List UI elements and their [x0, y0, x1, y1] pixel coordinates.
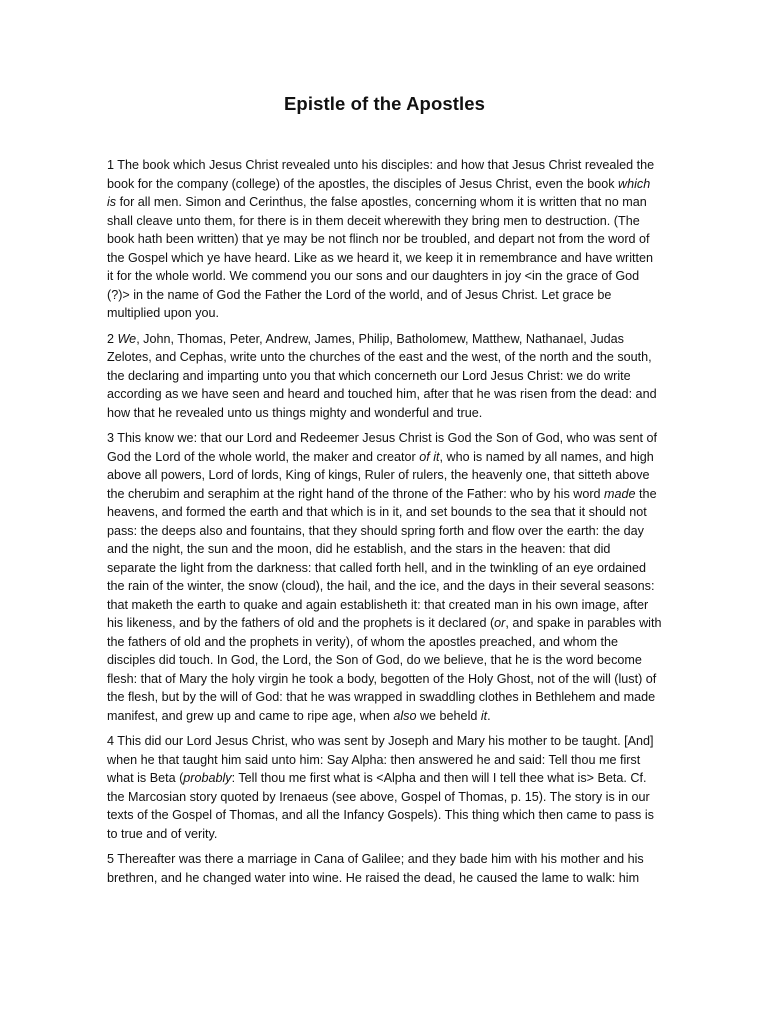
- paragraph: [107, 156, 662, 323]
- italic-text: We: [117, 331, 137, 346]
- italic-text: of it: [419, 449, 440, 464]
- paragraph: [107, 732, 662, 843]
- paragraph: [107, 429, 662, 725]
- text-run: the heavens, and formed the earth and that which is in it, and set bounds to the sea that it should not pass: the deeps also and fountains, that they should spring forth and flow over the earth: the day and the night, the sun and the moon, did he establish, and the stars in the heaven: that did separate the light from the darkness: that called forth hell, and in the twinkling of an eye ordained the rain of the winter, the snow (cloud), the hail, and the ice, and the days in their several seasons: that maketh the earth to quake and again establisheth it: that created man in his own image, after his likeness, and by the fathers of old and the prophets is it declared (: [107, 486, 657, 630]
- text-run: 3 This know we: that our Lord and Redeemer Jesus Christ is God the Son of God, who was sent of God the Lord of the whole world, the maker and creator: [107, 431, 657, 464]
- paragraph: [107, 330, 662, 423]
- text-run: , who is named by all names, and high above all powers, Lord of lords, King of kings, Ruler of rulers, the heavenly one, that sitteth above the cherubim and seraphim at the right hand of the throne of the Father: who by his word: [107, 449, 654, 501]
- text-run: 4 This did our Lord Jesus Christ, who was sent by Joseph and Mary his mother to be taught. [And] when he that taught him said unto him: Say Alpha: then answered he and said: Tell thou me first what is Beta (: [107, 734, 654, 785]
- document-title: Epistle of the Apostles: [283, 93, 486, 114]
- text-run: 5 Thereafter was there a marriage in Cana of Galilee; and they bade him with his mother and his brethren, and he changed water into wine. He raised the dead, he caused the lame to walk: him: [107, 852, 644, 885]
- italic-text: also: [393, 708, 417, 723]
- text-run: , John, Thomas, Peter, Andrew, James, Philip, Batholomew, Matthew, Nathanael, Judas Zelotes, and Cephas, write unto the churches of the east and the west, of the north and the south, the declaring and imparting unto you that which concerneth our Lord Jesus Christ: we do write according as we have seen and heard and touched him, after that he was risen from the dead: and how that he revealed unto us things mighty and wonderful and true.: [107, 331, 657, 420]
- text-run: 1 The book which Jesus Christ revealed unto his disciples: and how that Jesus Christ revealed the book for the company (college) of the apostles, the disciples of Jesus Christ, even the book: [107, 158, 655, 191]
- italic-text: which is: [107, 176, 651, 209]
- italic-text: it: [480, 708, 488, 723]
- italic-text: probably: [183, 771, 232, 785]
- italic-text: or: [494, 616, 506, 630]
- text-run: for all men. Simon and Cerinthus, the false apostles, concerning whom it is written that no man shall cleave unto them, for there is in them deceit wherewith they bring men to destruction. (The book hath been written) that ye may be not flinch nor be troubled, and depart not from the word of the Gospel which ye have heard. Like as we heard it, we keep it in remembrance and have written it for the whole world. We commend you our sons and our daughters in joy <in the grace of God (?)> in the name of God the Father the Lord of the world, and of Jesus Christ. Let grace be multiplied upon you.: [107, 195, 654, 320]
- italic-text: made: [604, 486, 636, 501]
- text-run: 2: [107, 331, 118, 346]
- text-run: , and spake in parables with the fathers of old and the prophets in verity), of whom the apostles preached, and whom the disciples did touch. In God, the Lord, the Son of God, do we believe, that he is the word become flesh: that of Mary the holy virgin he took a body, begotten of the Holy Ghost, not of the will (lust) of the flesh, but by the will of God: that he was wrapped in swaddling clothes in Bethlehem and made manifest, and grew up and came to ripe age, when: [107, 616, 662, 723]
- text-run: : Tell thou me first what is <Alpha and then will I tell thee what is> Beta. Cf. the Marcosian story quoted by Irenaeus (see above, Gospel of Thomas, p. 15). The story is in our texts of the Gospel of Thomas, and all the Infancy Gospels). This thing which then came to pass is to true and of verity.: [107, 771, 654, 841]
- text-run: .: [487, 708, 491, 723]
- paragraph: [107, 850, 662, 887]
- text-run: we beheld: [416, 708, 481, 723]
- document-body: [107, 156, 662, 887]
